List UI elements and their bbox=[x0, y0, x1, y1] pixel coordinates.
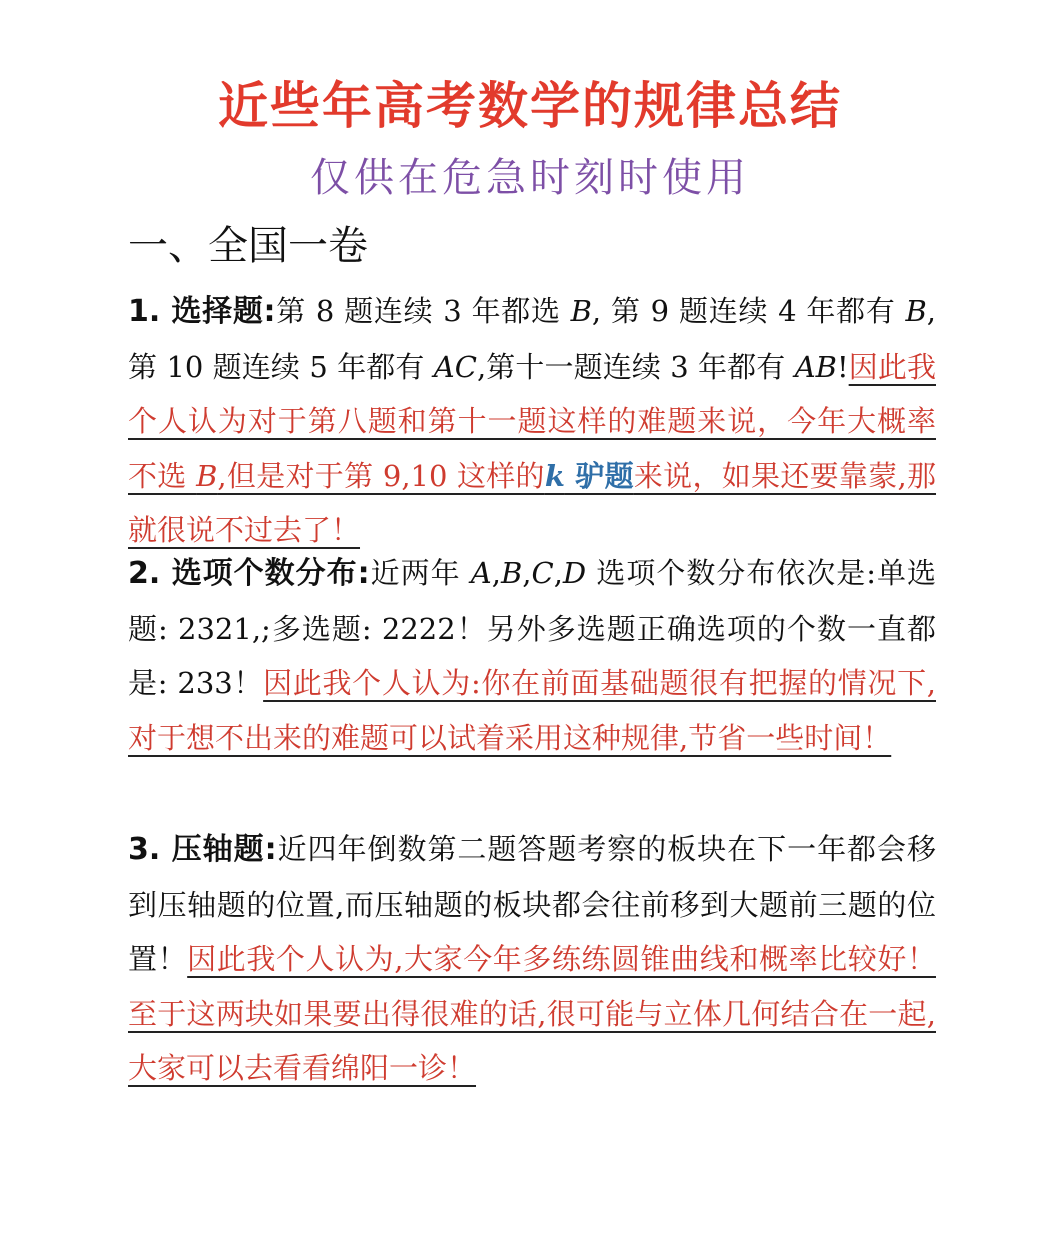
item-label: 3. 压轴题: bbox=[128, 832, 277, 867]
k-term: k 驴题 bbox=[544, 458, 634, 493]
page-title: 近些年高考数学的规律总结 bbox=[218, 77, 842, 135]
item-highlight-text: 因此我个人认为对于第八题和第十一题这样的难题来说，今年大概率不选 B,但是对于第 9,10 这样的k 驴题来说，如果还要靠蒙,那就很说不过去了！ bbox=[128, 349, 937, 547]
section-heading: 一、全国一卷 bbox=[128, 223, 368, 269]
item-label: 1. 选择题: bbox=[128, 294, 276, 329]
item-multiple-choice bbox=[128, 284, 936, 558]
item-highlight-text: 因此我个人认为:你在前面基础题很有把握的情况下,对于想不出来的难题可以试着采用这种规律,节省一些时间！ bbox=[128, 666, 936, 755]
item-option-distribution bbox=[128, 546, 936, 765]
item-final-question bbox=[128, 822, 936, 1096]
item-body-text: 近四年倒数第二题答题考察的板块在下一年都会移到压轴题的位置,而压轴题的板块都会往前移到大题前三题的位置！ bbox=[128, 832, 936, 976]
item-body-text: 近两年 A,B,C,D 选项个数分布依次是:单选题: 2321,;多选题: 2222！另外多选题正确选项的个数一直都是: 233！ bbox=[128, 556, 936, 700]
item-highlight-text: 因此我个人认为,大家今年多练练圆锥曲线和概率比较好！至于这两块如果要出得很难的话,很可能与立体几何结合在一起,大家可以去看看绵阳一诊！ bbox=[128, 942, 936, 1085]
item-body-text: 第 8 题连续 3 年都选 B, 第 9 题连续 4 年都有 B,第 10 题连续 5 年都有 AC,第十一题连续 3 年都有 AB! bbox=[128, 294, 936, 384]
page-subtitle: 仅供在危急时刻时使用 bbox=[310, 155, 750, 201]
item-label: 2. 选项个数分布: bbox=[128, 556, 370, 591]
